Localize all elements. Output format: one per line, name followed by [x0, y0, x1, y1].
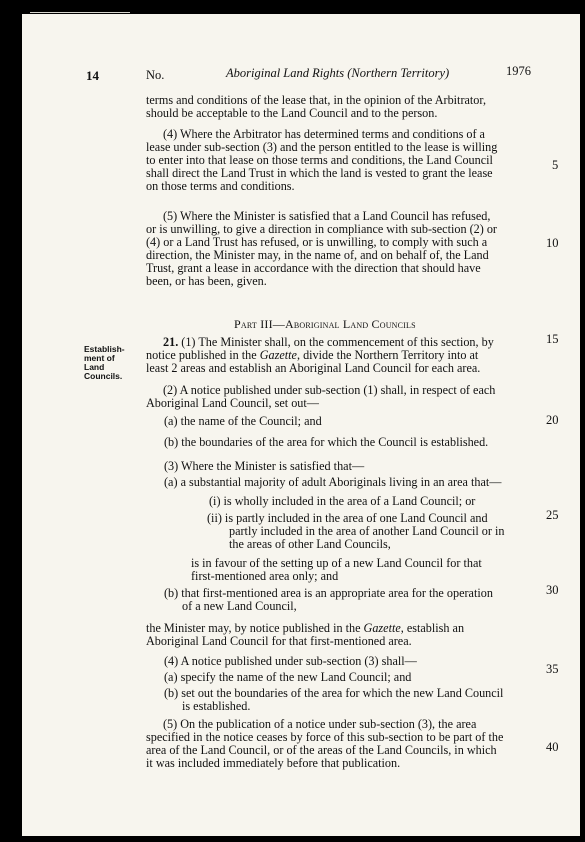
text-line: or is unwilling, to give a direction in compliance with sub-section (2) or [146, 222, 497, 236]
item-3b [164, 587, 493, 613]
text-line: Aboriginal Land Council, set out— [146, 396, 319, 410]
margin-note-line: Councils. [84, 371, 123, 381]
part-heading-title: Aboriginal Land Councils [284, 317, 416, 331]
margin-note-line: Land [84, 362, 105, 372]
text-line: (2) A notice published under sub-section (1) shall, in respect of each [163, 383, 496, 397]
text-line: (a) the name of the Council; and [164, 414, 322, 428]
text-span: the Minister may, by notice published in the [146, 621, 364, 635]
text-line: (b) the boundaries of the area for which the Council is established. [164, 435, 489, 449]
item-3a-tail [191, 557, 482, 583]
text-span: notice published in the [146, 348, 260, 362]
text-line: is established. [182, 699, 251, 713]
act-number-label: No. [146, 68, 165, 82]
text-span: (1) The Minister shall, on the commencement of this section, by [178, 335, 494, 349]
text-line: (3) Where the Minister is satisfied that— [164, 459, 365, 473]
running-title-paren: (Northern Territory) [347, 66, 450, 80]
text-line: been, or has been, given. [146, 274, 267, 288]
text-line: (b) that first-mentioned area is an appropriate area for the operation [164, 586, 493, 600]
line-number: 30 [546, 583, 559, 597]
line-number: 10 [546, 236, 559, 250]
running-title-paren-text: Northern Territory [351, 66, 446, 80]
text-line: terms and conditions of the lease that, in the opinion of the Arbitrator, [146, 93, 487, 107]
paragraph-lease-terms [146, 94, 486, 120]
text-line: it was included immediately before that publication. [146, 756, 401, 770]
text-line: Trust, grant a lease in accordance with the direction that should have [146, 261, 481, 275]
paragraph-subsection-5 [146, 210, 497, 288]
section-21-subsection-2 [146, 384, 495, 410]
text-line: the areas of other Land Councils, [229, 537, 391, 551]
line-number: 25 [546, 508, 559, 522]
text-line: (a) specify the name of the new Land Council; and [164, 670, 412, 684]
subsection-3-conclusion [146, 622, 464, 648]
page-number: 14 [86, 68, 99, 83]
text-line: is in favour of the setting up of a new Land Council for that [191, 556, 482, 570]
section-21-subsection-1 [146, 336, 494, 375]
item-b [164, 436, 488, 449]
text-line: (4) A notice published under sub-section (3) shall— [164, 654, 417, 668]
margin-note [84, 345, 144, 381]
margin-note-line: Establish- [84, 344, 125, 354]
line-number: 15 [546, 332, 559, 346]
text-line: (b) set out the boundaries of the area for which the new Land Council [164, 686, 504, 700]
text-line: to enter into that lease on those terms and conditions, the Land Council [146, 153, 493, 167]
section-21-subsection-3 [164, 460, 364, 473]
section-21-subsection-5 [146, 718, 503, 770]
item-4b [164, 687, 503, 713]
text-line: on those terms and conditions. [146, 179, 295, 193]
text-line: area of the Land Council, or of the areas of the Land Councils, in which [146, 743, 497, 757]
text-line: (ii) is partly included in the area of one Land Council and [207, 511, 488, 525]
gazette-word: Gazette [259, 348, 297, 362]
item-3a-ii [207, 512, 504, 551]
line-number: 20 [546, 413, 559, 427]
line-number: 40 [546, 740, 559, 754]
margin-note-line: ment of [84, 353, 115, 363]
item-4a [164, 671, 411, 684]
text-line: lease under sub-section (3) and the person entitled to the lease is willing [146, 140, 498, 154]
section-21-subsection-4 [164, 655, 417, 668]
act-year: 1976 [506, 64, 531, 78]
section-number: 21. [163, 335, 179, 349]
text-line: Aboriginal Land Council for that first-mentioned area. [146, 634, 412, 648]
item-a [164, 415, 322, 428]
text-line: (5) Where the Minister is satisfied that a Land Council has refused, [163, 209, 491, 223]
line-number: 5 [552, 158, 559, 172]
text-line: specified in the notice ceases by force of this sub-section to be part of the [146, 730, 504, 744]
text-line: shall direct the Land Trust in which the land is vested to grant the lease [146, 166, 493, 180]
item-3a [164, 476, 501, 489]
text-line: (a) a substantial majority of adult Aboriginals living in an area that— [164, 475, 502, 489]
text-line: (5) On the publication of a notice under sub-section (3), the area [163, 717, 477, 731]
text-span: , establish an [400, 621, 465, 635]
text-line: of a new Land Council, [182, 599, 297, 613]
text-line: (4) Where the Arbitrator has determined terms and conditions of a [163, 127, 485, 141]
part-heading [234, 318, 416, 331]
part-heading-prefix: Part III— [234, 317, 285, 331]
text-line: should be acceptable to the Land Council and to the person. [146, 106, 438, 120]
text-line: least 2 areas and establish an Aboriginal Land Council for each area. [146, 361, 481, 375]
line-number: 35 [546, 662, 559, 676]
text-span: , divide the Northern Territory into at [296, 348, 479, 362]
text-line: direction, the Minister may, in the name of, and on behalf of, the Land [146, 248, 489, 262]
running-title-main: Aboriginal Land Rights [226, 66, 345, 80]
text-line: (i) is wholly included in the area of a Land Council; or [209, 494, 476, 508]
gazette-word: Gazette [363, 621, 401, 635]
item-3a-i [209, 495, 475, 508]
text-line: first-mentioned area only; and [191, 569, 339, 583]
text-line: partly included in the area of another Land Council or in [229, 524, 505, 538]
text-line: (4) or a Land Trust has refused, or is unwilling, to comply with such a [146, 235, 488, 249]
paragraph-subsection-4 [146, 128, 497, 193]
